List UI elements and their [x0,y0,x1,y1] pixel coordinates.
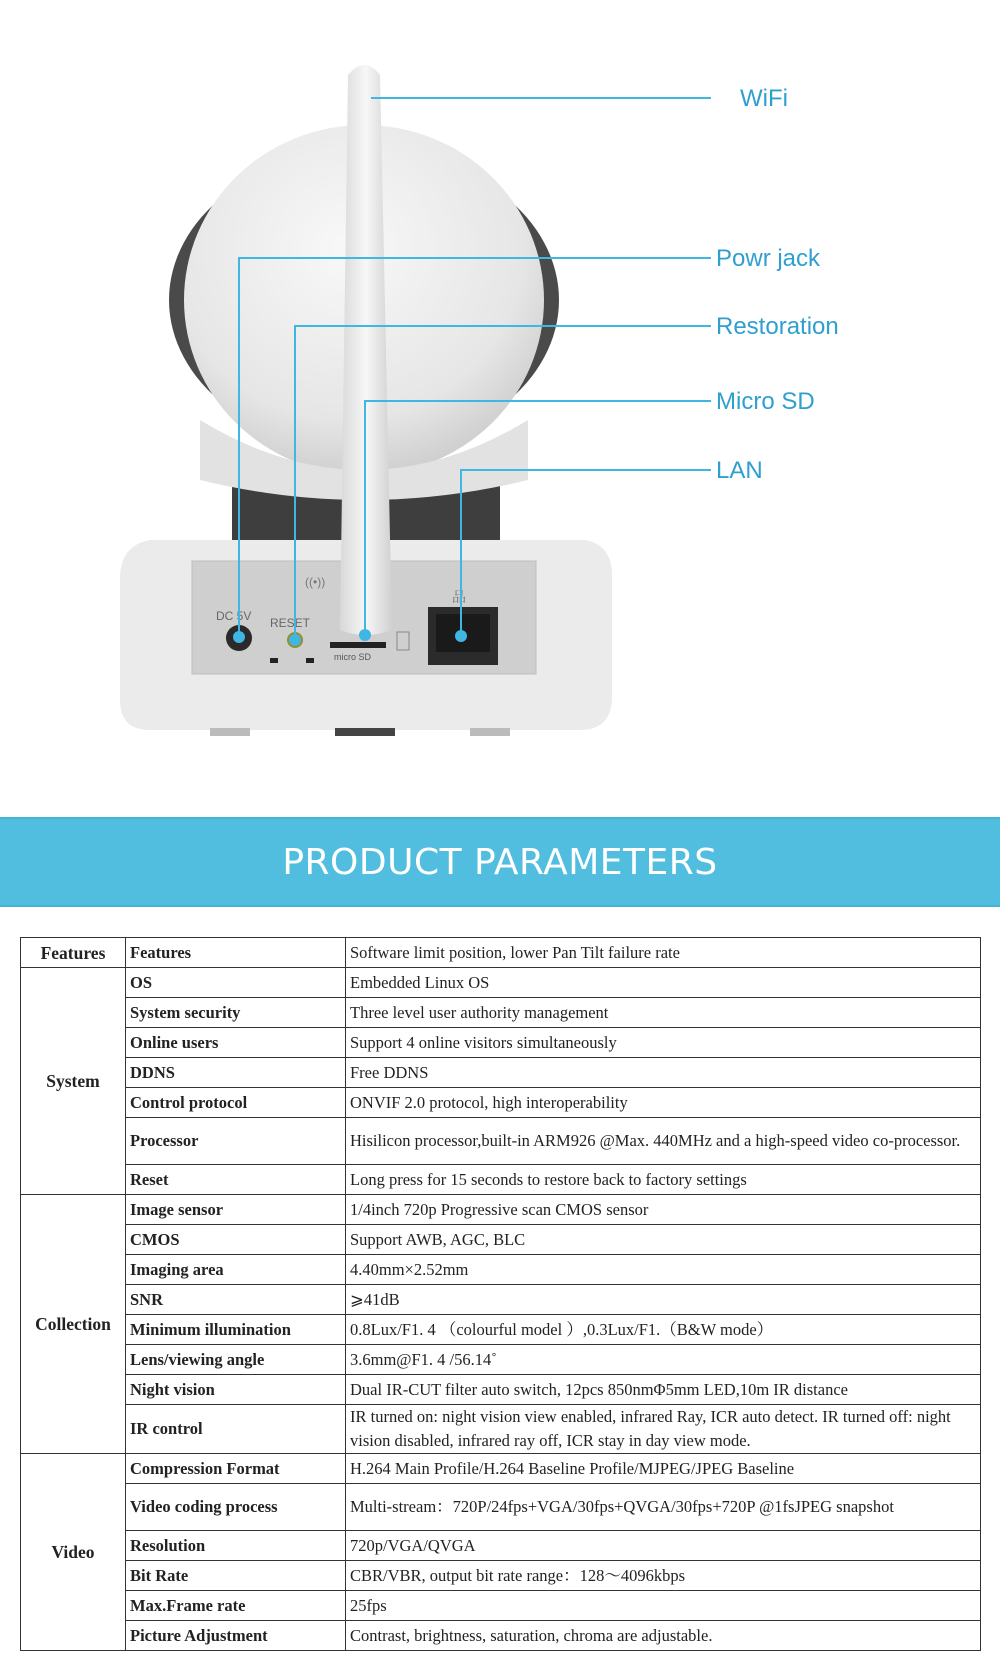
microsd-logo: micro SD [334,652,372,662]
reset-label: RESET [270,616,311,630]
parameter-value: ONVIF 2.0 protocol, high interoperability [346,1088,981,1118]
table-row [21,968,981,998]
parameter-value: Support 4 online visitors simultaneously [346,1028,981,1058]
table-row [21,1195,981,1225]
parameter-name: Video coding process [126,1484,346,1531]
table-row [21,1058,981,1088]
dc-5v-label: DC 5V [216,609,252,623]
parameter-value: Dual IR-CUT filter auto switch, 12pcs 850nmΦ5mm LED,10m IR distance [346,1375,981,1405]
parameter-value: 25fps [346,1591,981,1621]
parameter-name: Max.Frame rate [126,1591,346,1621]
table-row [21,1028,981,1058]
parameter-name: SNR [126,1285,346,1315]
table-row [21,998,981,1028]
parameter-name: Features [126,938,346,968]
network-icon: 品 [452,589,466,605]
parameter-name: Imaging area [126,1255,346,1285]
parameter-value: 1/4inch 720p Progressive scan CMOS sensor [346,1195,981,1225]
parameter-value: ⩾41dB [346,1285,981,1315]
table-row [21,1375,981,1405]
parameter-name: OS [126,968,346,998]
parameter-name: Resolution [126,1531,346,1561]
table-row [21,1285,981,1315]
parameter-value: Embedded Linux OS [346,968,981,998]
parameter-value: CBR/VBR, output bit rate range：128～4096kbps [346,1561,981,1591]
parameter-name: Minimum illumination [126,1315,346,1345]
table-row [21,938,981,968]
product-photo [0,0,1000,800]
table-row [21,1118,981,1165]
parameter-name: CMOS [126,1225,346,1255]
parameter-name: Image sensor [126,1195,346,1225]
parameter-value: 4.40mm×2.52mm [346,1255,981,1285]
parameter-name: Lens/viewing angle [126,1345,346,1375]
table-row [21,1225,981,1255]
parameter-name: Reset [126,1165,346,1195]
parameter-value: Contrast, brightness, saturation, chroma are adjustable. [346,1621,981,1651]
parameter-value: Multi-stream：720P/24fps+VGA/30fps+QVGA/30fps+720P @1fsJPEG snapshot [346,1484,981,1531]
parameter-name: Control protocol [126,1088,346,1118]
callout-power-jack: Powr jack [716,245,821,272]
table-row [21,1454,981,1484]
wireless-icon: ((•)) [305,575,326,589]
parameter-name: Picture Adjustment [126,1621,346,1651]
parameter-name: System security [126,998,346,1028]
parameter-value: Hisilicon processor,built-in ARM926 @Max. 440MHz and a high-speed video co-processor. [346,1118,981,1165]
section-label: Features [21,938,126,968]
banner-title: PRODUCT PARAMETERS [282,841,718,883]
parameter-name: DDNS [126,1058,346,1088]
parameter-value: Free DDNS [346,1058,981,1088]
parameter-value: Three level user authority management [346,998,981,1028]
table-row [21,1165,981,1195]
parameter-value: Long press for 15 seconds to restore back to factory settings [346,1165,981,1195]
parameter-value: 0.8Lux/F1. 4 （colourful model ）,0.3Lux/F1.（B&W mode） [346,1315,981,1345]
table-row [21,1315,981,1345]
parameter-name: Night vision [126,1375,346,1405]
parameter-value: Support AWB, AGC, BLC [346,1225,981,1255]
parameter-value: 720p/VGA/QVGA [346,1531,981,1561]
parameter-value: Software limit position, lower Pan Tilt failure rate [346,938,981,968]
parameter-name: Online users [126,1028,346,1058]
table-row [21,1561,981,1591]
parameter-value: 3.6mm@F1. 4 /56.14˚ [346,1345,981,1375]
parameter-value: H.264 Main Profile/H.264 Baseline Profile/MJPEG/JPEG Baseline [346,1454,981,1484]
table-row [21,1088,981,1118]
parameter-name: Processor [126,1118,346,1165]
parameter-name: Bit Rate [126,1561,346,1591]
table-row [21,1345,981,1375]
callout-micro-sd: Micro SD [716,388,815,415]
callout-wifi: WiFi [740,85,788,112]
parameter-value: IR turned on: night vision view enabled, infrared Ray, ICR auto detect. IR turned off: night vision disabled, infrared ray off, ICR stay in day view mode. [346,1405,981,1454]
section-label: Video [21,1454,126,1651]
section-banner [0,817,1000,907]
table-row [21,1255,981,1285]
callout-restoration: Restoration [716,313,839,340]
camera-rear-illustration [0,0,1000,800]
callout-lan: LAN [716,457,763,484]
table-row [21,1621,981,1651]
section-label: Collection [21,1195,126,1454]
product-parameters-table [20,937,981,1651]
table-row [21,1405,981,1454]
parameter-name: IR control [126,1405,346,1454]
table-row [21,1591,981,1621]
section-label: System [21,968,126,1195]
table-row [21,1531,981,1561]
parameter-name: Compression Format [126,1454,346,1484]
table-row [21,1484,981,1531]
